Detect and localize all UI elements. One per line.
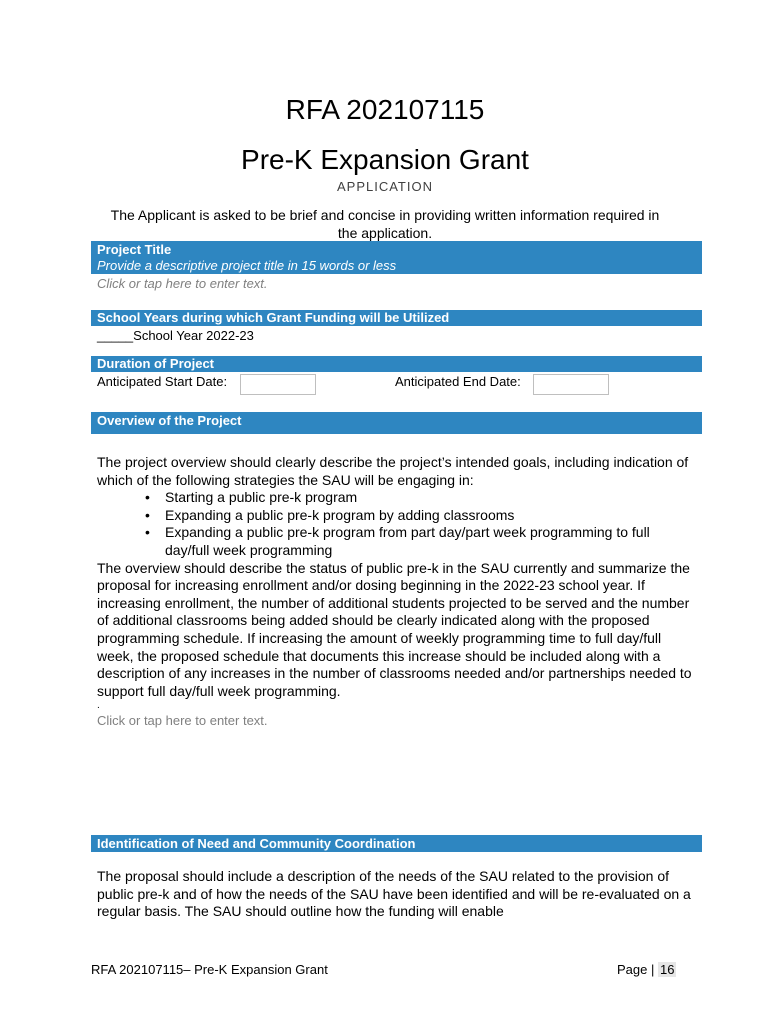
project-title-instruction: Provide a descriptive project title in 15 words or less — [97, 258, 397, 273]
school-year-line[interactable]: _____School Year 2022-23 — [97, 328, 254, 343]
list-item: • Expanding a public pre-k program by adding classrooms — [147, 507, 697, 525]
overview-dot: . — [97, 700, 100, 712]
strategy-list — [97, 489, 697, 559]
subtitle: APPLICATION — [336, 179, 433, 194]
project-title-heading: Project Title — [97, 242, 172, 257]
page-number: 16 — [659, 962, 675, 977]
footer-title: RFA 202107115– Pre-K Expansion Grant — [91, 962, 328, 977]
school-years-heading: School Years during which Grant Funding will be Utilized — [91, 310, 702, 326]
need-heading: Identification of Need and Community Coordination — [91, 835, 702, 852]
start-date-field[interactable] — [240, 374, 316, 395]
overview-description: The overview should describe the status of public pre-k in the SAU currently and summarize the proposal for increasing enrollment and/or dosing beginning in the 2022-23 school year. If increasing enrollment, the number of additional students projected to be served and the number of additional classrooms being added should be clearly indicated along with the proposed programming schedule. If increasing the amount of weekly programming time to full day/full week, the proposed schedule that documents this increase should be included along with a description of any increases in the number of classrooms needed and/or partnerships needed to support full day/full week programming. — [97, 559, 692, 699]
footer-page — [617, 962, 676, 977]
rfa-number: RFA 202107115 — [285, 94, 485, 125]
overview-heading: Overview of the Project — [91, 412, 702, 434]
page-title: Pre-K Expansion Grant — [241, 144, 529, 175]
overview-intro: The project overview should clearly describe the project’s intended goals, including indication of which of the following strategies the SAU will be engaging in: — [97, 454, 689, 488]
project-title-field[interactable]: Click or tap here to enter text. — [97, 276, 268, 291]
list-item: • Expanding a public pre-k program from part day/part week programming to full day/full week programming — [147, 524, 697, 559]
page-label: Page | — [617, 962, 655, 977]
intro-text: The Applicant is asked to be brief and concise in providing written information required in the application. — [110, 207, 660, 241]
overview-body — [97, 454, 697, 730]
project-title-section — [91, 241, 702, 274]
list-item: • Starting a public pre-k program — [147, 489, 697, 507]
end-date-field[interactable] — [533, 374, 609, 395]
overview-field[interactable]: Click or tap here to enter text. — [97, 713, 268, 729]
need-body: The proposal should include a description of the needs of the SAU related to the provision of public pre-k and of how the needs of the SAU have been identified and will be re-evaluated on a regular basis. The SAU should outline how the funding will enable — [97, 868, 691, 920]
end-date-label: Anticipated End Date: — [395, 374, 521, 389]
duration-heading: Duration of Project — [91, 356, 702, 372]
start-date-label: Anticipated Start Date: — [97, 374, 228, 389]
